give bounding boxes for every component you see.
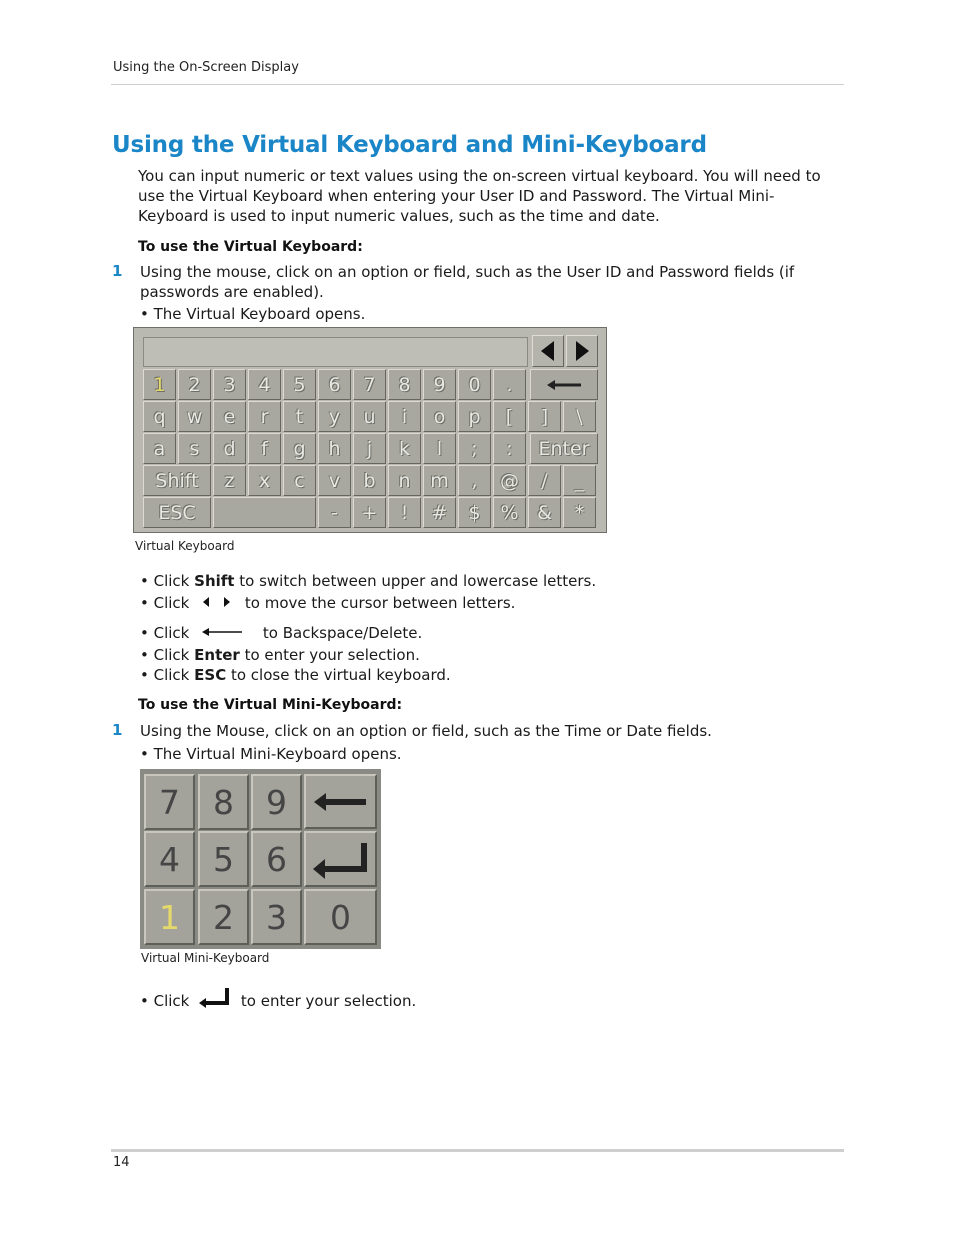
key[interactable]: y — [318, 401, 351, 432]
key[interactable]: u — [353, 401, 386, 432]
bullet-enter: • Click Enter to enter your selection. — [140, 646, 420, 664]
key[interactable]: v — [318, 465, 351, 496]
space-key[interactable] — [213, 497, 316, 528]
mk-step-result: • The Virtual Mini-Keyboard opens. — [140, 745, 402, 763]
key[interactable]: g — [283, 433, 316, 464]
cursor-arrows-icon — [198, 595, 236, 609]
vk-procedure-heading: To use the Virtual Keyboard: — [138, 239, 363, 255]
key[interactable]: ! — [388, 497, 421, 528]
shift-key[interactable]: Shift — [143, 465, 211, 496]
enter-arrow-icon — [198, 987, 232, 1009]
cursor-left-button[interactable] — [532, 335, 564, 367]
mini-key[interactable]: 1 — [144, 889, 195, 945]
left-arrow-icon — [539, 340, 557, 362]
key[interactable]: l — [423, 433, 456, 464]
footer-rule — [111, 1149, 844, 1152]
cursor-right-button[interactable] — [566, 335, 598, 367]
key[interactable]: * — [563, 497, 596, 528]
running-header: Using the On-Screen Display — [113, 60, 299, 75]
key[interactable]: n — [388, 465, 421, 496]
key[interactable]: s — [178, 433, 211, 464]
key[interactable]: j — [353, 433, 386, 464]
mini-key[interactable]: 6 — [251, 831, 302, 887]
key[interactable]: e — [213, 401, 246, 432]
backspace-arrow-icon — [312, 789, 370, 815]
bullet-arrows: • Click to move the cursor between letters. — [140, 594, 516, 612]
key[interactable]: 7 — [353, 369, 386, 400]
key[interactable]: m — [423, 465, 456, 496]
key[interactable]: + — [353, 497, 386, 528]
key[interactable]: @ — [493, 465, 526, 496]
mini-key[interactable]: 9 — [251, 774, 302, 830]
key[interactable]: o — [423, 401, 456, 432]
key[interactable]: a — [143, 433, 176, 464]
key[interactable]: 6 — [318, 369, 351, 400]
mini-key[interactable]: 4 — [144, 831, 195, 887]
keyboard-input-field[interactable] — [143, 337, 528, 367]
vk-step-result: • The Virtual Keyboard opens. — [140, 305, 366, 323]
backspace-key[interactable] — [530, 369, 598, 400]
key[interactable]: $ — [458, 497, 491, 528]
vk-step-text: Using the mouse, click on an option or field, such as the User ID and Password fields (if passwords are enabled). — [140, 263, 795, 301]
key[interactable]: , — [458, 465, 491, 496]
virtual-keyboard — [133, 327, 607, 533]
key[interactable]: 5 — [283, 369, 316, 400]
key[interactable]: k — [388, 433, 421, 464]
key[interactable]: 2 — [178, 369, 211, 400]
key[interactable]: x — [248, 465, 281, 496]
header-rule — [111, 84, 844, 85]
key[interactable]: 9 — [423, 369, 456, 400]
key[interactable]: 4 — [248, 369, 281, 400]
mk-procedure-heading: To use the Virtual Mini-Keyboard: — [138, 697, 403, 713]
bullet-shift: • Click Shift to switch between upper and lowercase letters. — [140, 572, 597, 590]
vk-caption: Virtual Keyboard — [135, 539, 235, 553]
esc-key[interactable]: ESC — [143, 497, 211, 528]
mini-key[interactable]: 8 — [198, 774, 249, 830]
enter-arrow-icon — [311, 839, 371, 879]
key[interactable]: # — [423, 497, 456, 528]
mini-enter-key[interactable] — [304, 831, 377, 887]
key[interactable]: p — [458, 401, 491, 432]
bullet-mini-enter: • Click to enter your selection. — [140, 987, 416, 1011]
key[interactable]: 3 — [213, 369, 246, 400]
key[interactable]: w — [178, 401, 211, 432]
mk-step-text: Using the Mouse, click on an option or field, such as the Time or Date fields. — [140, 722, 712, 740]
key[interactable]: & — [528, 497, 561, 528]
mini-key[interactable]: 0 — [304, 889, 377, 945]
backspace-arrow-icon — [545, 378, 583, 392]
mini-key[interactable]: 2 — [198, 889, 249, 945]
intro-paragraph: You can input numeric or text values using the on-screen virtual keyboard. You will need to use the Virtual Keyboard when entering your User ID and Password. The Virtual Mini-Keyboard is used to input numeric values, such as the time and date. — [138, 167, 821, 225]
key[interactable]: ; — [458, 433, 491, 464]
shift-key-label: Shift — [194, 572, 235, 590]
enter-key-label: Enter — [194, 646, 240, 664]
section-title: Using the Virtual Keyboard and Mini-Keyboard — [112, 132, 707, 158]
key[interactable]: ] — [528, 401, 561, 432]
key[interactable]: : — [493, 433, 526, 464]
key[interactable]: h — [318, 433, 351, 464]
key[interactable]: 8 — [388, 369, 421, 400]
key[interactable]: q — [143, 401, 176, 432]
key[interactable]: z — [213, 465, 246, 496]
key[interactable]: f — [248, 433, 281, 464]
right-arrow-icon — [573, 340, 591, 362]
key[interactable]: b — [353, 465, 386, 496]
key[interactable]: % — [493, 497, 526, 528]
key[interactable]: i — [388, 401, 421, 432]
mini-key[interactable]: 7 — [144, 774, 195, 830]
esc-key-label: ESC — [194, 666, 227, 684]
mk-step-number: 1 — [112, 721, 123, 739]
key[interactable]: t — [283, 401, 316, 432]
key[interactable]: - — [318, 497, 351, 528]
mini-key[interactable]: 5 — [198, 831, 249, 887]
key[interactable]: . — [493, 369, 526, 400]
page-number: 14 — [113, 1155, 130, 1170]
key[interactable]: 0 — [458, 369, 491, 400]
key[interactable]: r — [248, 401, 281, 432]
virtual-mini-keyboard — [140, 769, 381, 949]
key[interactable]: d — [213, 433, 246, 464]
mini-backspace-key[interactable] — [304, 774, 377, 829]
enter-key[interactable]: Enter — [530, 433, 598, 464]
bullet-backspace: • Click to Backspace/Delete. — [140, 624, 423, 642]
key[interactable]: [ — [493, 401, 526, 432]
mini-key[interactable]: 3 — [251, 889, 302, 945]
key[interactable]: 1 — [143, 369, 176, 400]
backspace-arrow-icon — [200, 625, 250, 639]
key[interactable]: _ — [563, 465, 596, 496]
bullet-esc: • Click ESC to close the virtual keyboard. — [140, 666, 451, 684]
vk-step-number: 1 — [112, 262, 123, 280]
key[interactable]: \ — [563, 401, 596, 432]
key[interactable]: c — [283, 465, 316, 496]
key[interactable]: / — [528, 465, 561, 496]
mk-caption: Virtual Mini-Keyboard — [141, 951, 270, 965]
